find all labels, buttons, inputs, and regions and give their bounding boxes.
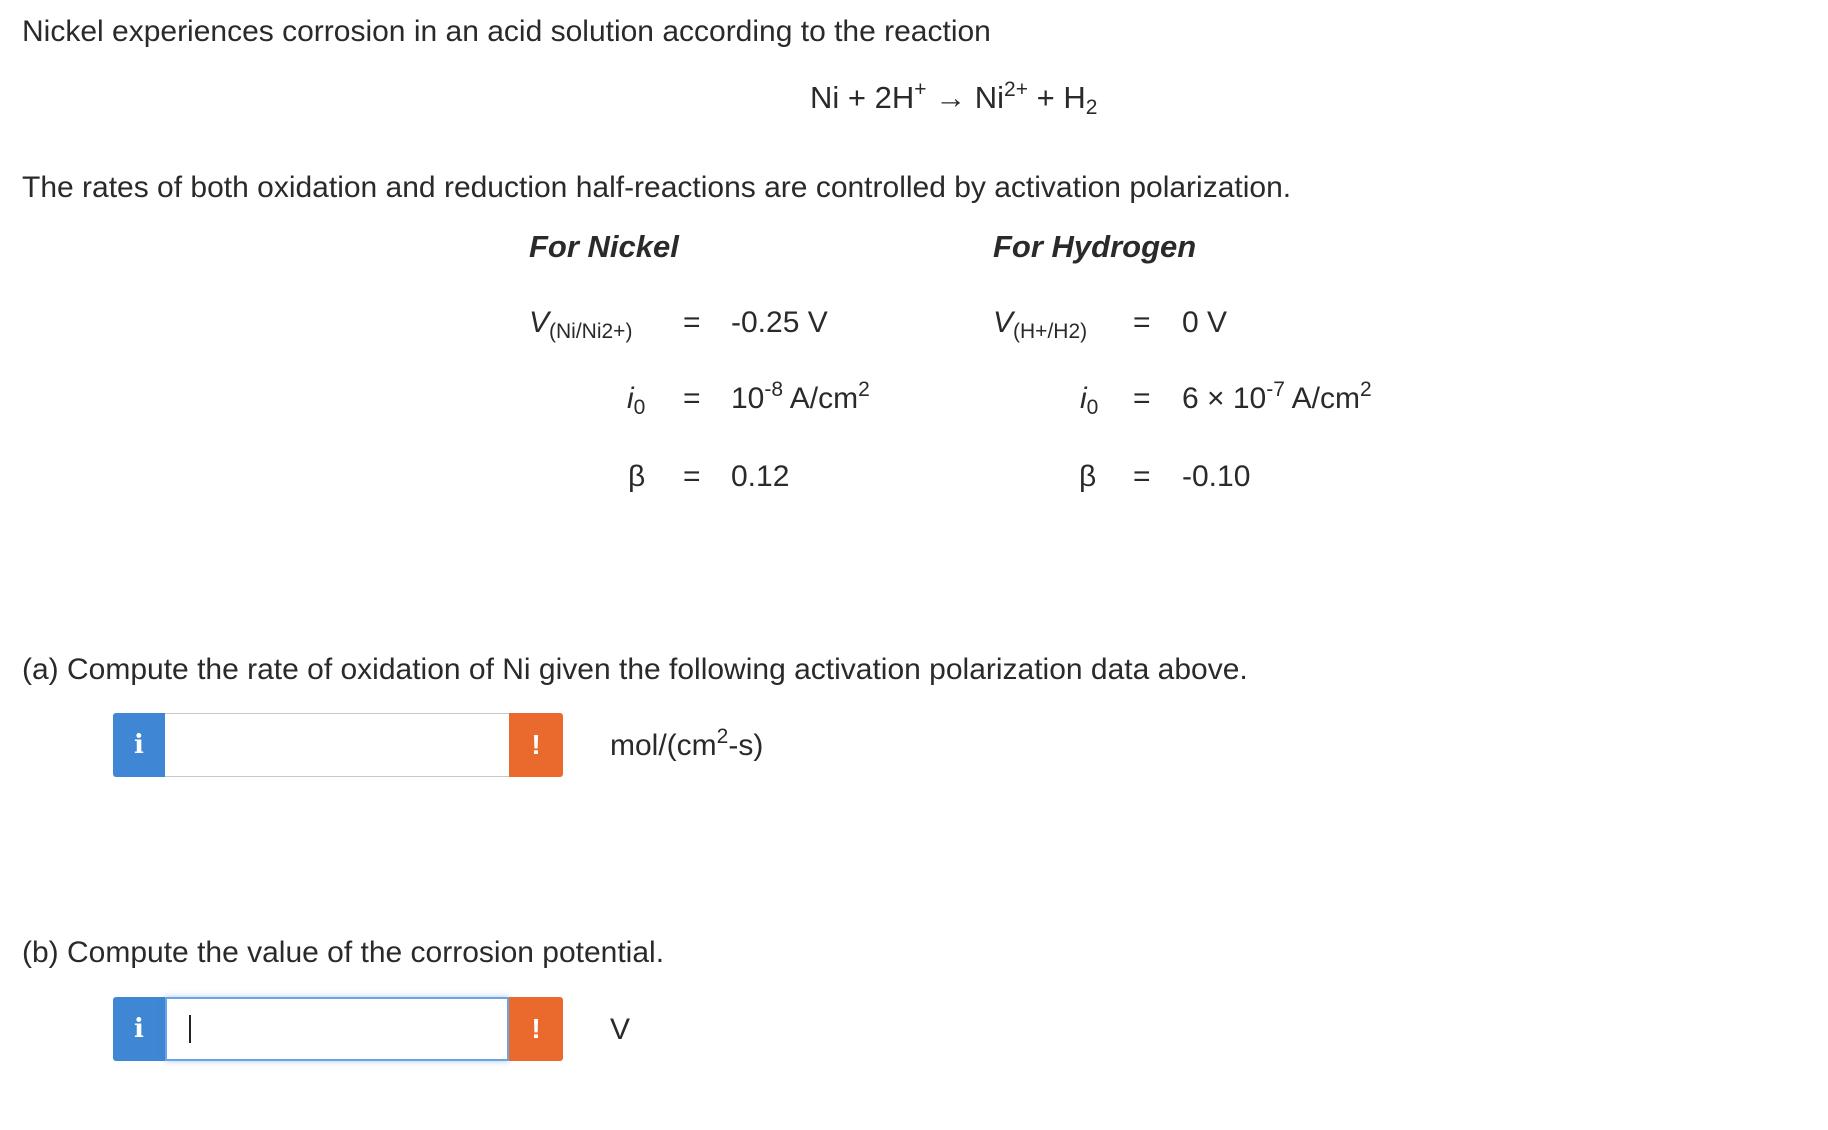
part-a-answer-row — [113, 713, 563, 777]
hydrogen-v-eq: = — [1133, 306, 1151, 339]
part-b-warning-button[interactable]: ! — [509, 997, 563, 1061]
nickel-v-value: -0.25 V — [731, 306, 828, 339]
reaction-plus-h: + H — [1036, 80, 1086, 115]
reaction-reactants: Ni + 2H — [810, 80, 915, 115]
part-b-answer-row — [113, 997, 563, 1061]
text-cursor — [189, 1015, 191, 1043]
hydrogen-beta-eq: = — [1133, 460, 1151, 493]
reaction-equation — [810, 78, 1098, 119]
part-b-question: (b) Compute the value of the corrosion potential. — [22, 936, 665, 969]
reaction-ni-charge: 2+ — [1004, 78, 1028, 101]
part-b-unit: V — [610, 1013, 631, 1046]
nickel-header: For Nickel — [529, 229, 679, 264]
reaction-h-charge: + — [914, 78, 927, 101]
hydrogen-v-value: 0 V — [1182, 306, 1228, 339]
part-b-info-button[interactable]: i — [113, 997, 165, 1061]
hydrogen-i-eq: = — [1133, 382, 1151, 415]
hydrogen-beta-value: -0.10 — [1182, 460, 1251, 493]
reaction-arrow: → — [935, 80, 967, 115]
nickel-v-label: $V_{(Ni/Ni2+)}$ — [529, 306, 633, 343]
nickel-v-eq: = — [683, 306, 701, 339]
part-a-question: (a) Compute the rate of oxidation of Ni given the following activation polarization data above. — [22, 653, 1248, 686]
hydrogen-beta-label: β — [1079, 460, 1097, 493]
hydrogen-v-label: $V_{(H+/H2)}$ — [993, 306, 1088, 343]
reaction-ni: Ni — [974, 80, 1005, 115]
part-a-unit: mol/$(cm^2-s)$ — [610, 725, 764, 762]
hydrogen-i-value: $6 \times 10^{-7}$ $A/cm^2$ — [1182, 378, 1372, 415]
nickel-i-eq: = — [683, 382, 701, 415]
rates-text: The rates of both oxidation and reduction half-reactions are controlled by activation polarization. — [22, 171, 1292, 204]
nickel-i-value: $10^{-8}$ $A/cm^2$ — [731, 378, 870, 415]
hydrogen-i-label: $i_0$ — [1080, 382, 1099, 419]
hydrogen-header: For Hydrogen — [993, 229, 1197, 264]
nickel-i-label: $i_0$ — [627, 382, 646, 419]
reaction-h-sub: 2 — [1085, 96, 1098, 119]
part-a-warning-button[interactable]: ! — [509, 713, 563, 777]
part-b-answer-input[interactable] — [165, 997, 509, 1061]
nickel-beta-eq: = — [683, 460, 701, 493]
part-a-info-button[interactable]: i — [113, 713, 165, 777]
intro-text: Nickel experiences corrosion in an acid solution according to the reaction — [22, 15, 991, 48]
nickel-beta-label: β — [628, 460, 646, 493]
part-a-answer-input[interactable] — [165, 713, 509, 777]
nickel-beta-value: 0.12 — [731, 460, 790, 493]
